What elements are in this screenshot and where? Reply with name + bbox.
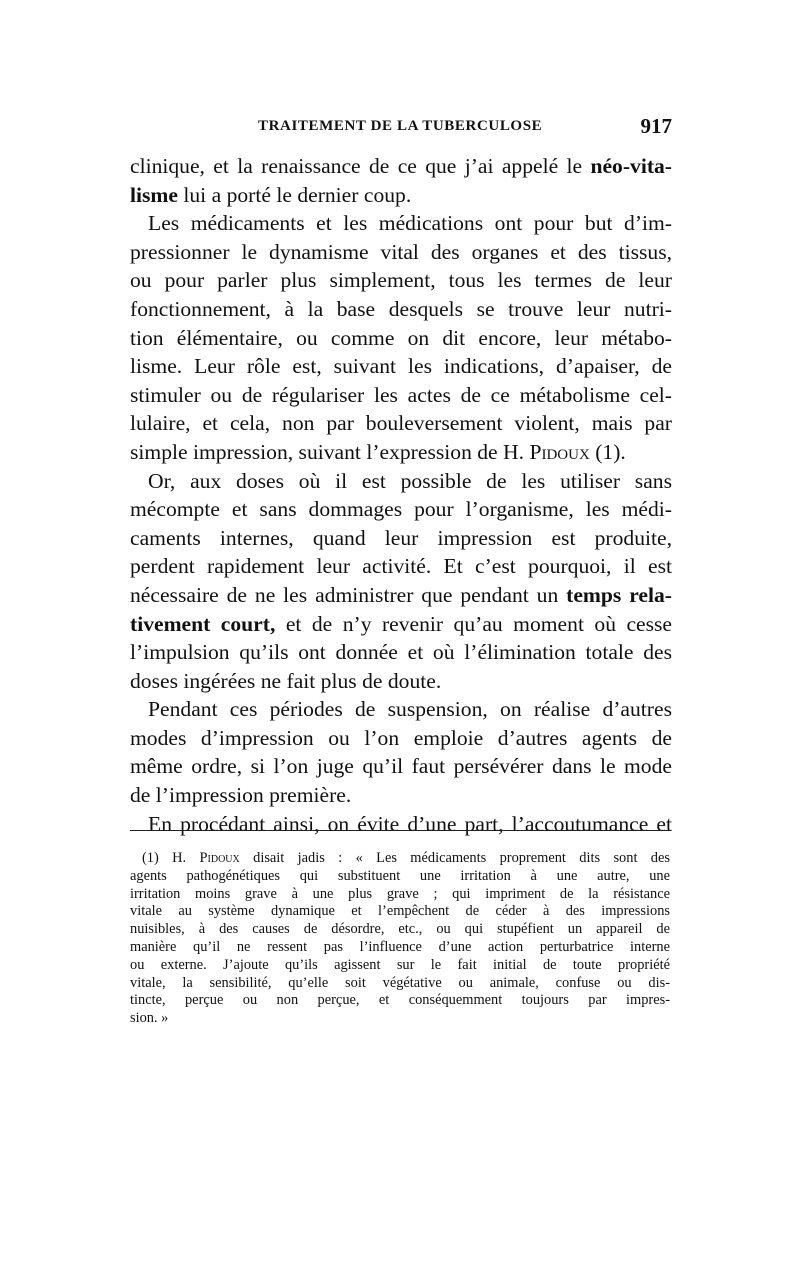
paragraph-start: Or, aux doses où il est possible de les utiliser sans	[148, 468, 672, 493]
text-line: stimuler ou de régulariser les actes de ce métabolisme cel-	[130, 382, 672, 407]
text-line: tion élémentaire, ou comme on dit encore, leur métabo-	[130, 325, 672, 350]
running-title: TRAITEMENT DE LA TUBERCULOSE	[258, 118, 543, 134]
text-line: tivement court, et de n’y revenir qu’au moment où cesse	[130, 611, 673, 636]
footnote-line: (1) H. Pidoux disait jadis : « Les médicaments proprement dits sont des	[142, 850, 670, 866]
text-line: mécompte et sans dommages pour l’organisme, les médi-	[130, 497, 672, 522]
bold-term: tivement court,	[130, 611, 276, 636]
bold-term: néo-vita-	[590, 154, 672, 178]
text-line: pressionner le dynamisme vital des organes et des tissus,	[130, 239, 672, 264]
text-line: doses ingérées ne fait plus de doute.	[130, 668, 442, 693]
text-line: lisme lui a porté le dernier coup.	[130, 182, 412, 207]
footnote-line: ou externe. J’ajoute qu’ils agissent sur le fait initial de toute propriété	[130, 956, 670, 973]
paragraph-start: Pendant ces périodes de suspension, on réalise d’autres	[148, 697, 672, 722]
text-line: simple impression, suivant l’expression de H. Pidoux (1).	[130, 439, 626, 464]
footnote-reference: (1).	[595, 439, 626, 464]
text-line: fonctionnement, à la base desquels se trouve leur nutri-	[130, 296, 672, 321]
text-line: lulaire, et cela, non par bouleversement violent, mais par	[130, 411, 672, 436]
footnote	[130, 850, 670, 1028]
text-line: même ordre, si l’on juge qu’il faut persévérer dans le mode	[130, 754, 672, 779]
page-number: 917	[640, 114, 672, 138]
main-text	[130, 152, 672, 838]
running-head	[130, 114, 672, 142]
bold-term: lisme	[130, 182, 178, 207]
footnote-line: vitale, la sensibilité, qu’elle soit végétative ou animale, confuse ou dis-	[130, 974, 670, 991]
paragraph-start: En procédant ainsi, on évite d’une part, l’accoutumance et	[148, 811, 672, 836]
text-line: caments internes, quand leur impression est produite,	[130, 525, 672, 550]
footnote-line: agents pathogénétiques qui substituent une irritation à une autre, une	[130, 867, 670, 884]
text-line: lisme. Leur rôle est, suivant les indications, d’apaiser, de	[130, 354, 672, 379]
footnote-line: nuisibles, à des causes de désordre, etc., ou qui stupéfient un appareil de	[130, 921, 670, 938]
footnote-line: tincte, perçue ou non perçue, et conséquemment toujours par impres-	[130, 992, 670, 1009]
text-line: perdent rapidement leur activité. Et c’est pourquoi, il est	[130, 554, 672, 579]
text-line: ou pour parler plus simplement, tous les termes de leur	[130, 268, 672, 293]
bold-term: temps rela-	[566, 582, 672, 607]
footnote-line: sion. »	[130, 1010, 169, 1027]
footnote-divider	[130, 830, 670, 831]
footnote-line: manière qu’il ne ressent pas l’influence d’une action perturbatrice interne	[130, 938, 670, 955]
text-line: nécessaire de ne les administrer que pendant un temps rela-	[130, 582, 672, 607]
footnote-line: vitale au système dynamique et l’empêchent de céder à des impressions	[130, 903, 670, 920]
footnote-marker: (1)	[142, 850, 159, 866]
footnote-line: irritation moins grave à une plus grave ; qui impriment de la résistance	[130, 885, 670, 902]
text-line: de l’impression première.	[130, 783, 352, 808]
paragraph-start: Les médicaments et les médications ont pour but d’im-	[148, 211, 672, 236]
text-line: clinique, et la renaissance de ce que j’ai appelé le néo-vita-	[130, 154, 672, 178]
author-name: Pidoux	[529, 439, 590, 464]
text-line: l’impulsion qu’ils ont donnée et où l’élimination totale des	[130, 640, 672, 665]
text-line: modes d’impression ou l’on emploie d’autres agents de	[130, 725, 672, 750]
author-name: H. Pidoux	[172, 850, 240, 866]
